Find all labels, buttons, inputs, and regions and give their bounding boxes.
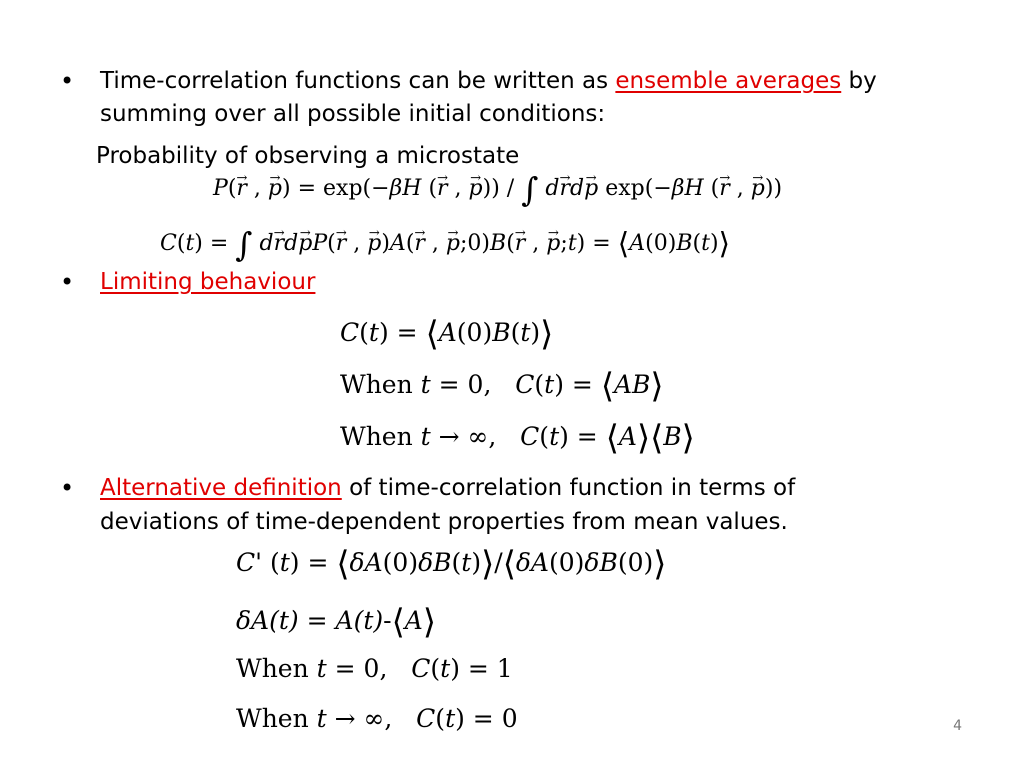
bullet-1-text [100,65,980,97]
alternative-definition-link[interactable]: Alternative definition [100,475,342,501]
equation-limit-2: When t = 0, C(t) = ⟨AB⟩ [340,366,664,405]
equation-correlation-ensemble: C(t) = ∫ d→ rd→ pP(→ r , → p)A(→ r , → p;0)B(→ r , → p;t) = ⟨A(0)B(t)⟩ [160,225,730,264]
bullet-dot: • [60,67,75,95]
ensemble-averages-link[interactable]: ensemble averages [615,68,842,94]
page-number: 4 [953,718,962,734]
equation-normalized-limit-2: When t → ∞, C(t) = 0 [236,704,518,733]
equation-limit-1: C(t) = ⟨A(0)B(t)⟩ [340,314,554,353]
when-word: When [340,369,413,399]
bullet-3-line2: deviations of time-dependent properties from mean values. [100,509,788,535]
when-word: When [236,704,309,733]
bullet-dot: • [60,268,75,296]
equation-deviation: δA(t) = A(t)-⟨A⟩ [236,602,436,641]
bullet-1-by: by [841,68,877,94]
bullet-3-text [100,472,980,504]
equation-normalized-limit-1: When t = 0, C(t) = 1 [236,654,513,683]
equation-limit-3: When t → ∞, C(t) = ⟨A⟩⟨B⟩ [340,418,695,457]
bullet-3-rest: of time-correlation function in terms of [341,475,796,501]
when-word: When [340,421,413,451]
limiting-behaviour-link[interactable]: Limiting behaviour [100,269,316,295]
bullet-1-intro: Time-correlation functions can be written as [100,68,616,94]
when-word: When [236,654,309,683]
bullet-2-text [100,266,315,298]
bullet-1-line2: summing over all possible initial conditions: [100,101,606,127]
equation-probability: P(→ r , → p) = exp(−βH (→ r , → p)) / ∫ d→ rd→ p exp(−βH (→ r , → p)) [213,170,782,209]
probability-label: Probability of observing a microstate [96,143,520,169]
bullet-dot: • [60,474,75,502]
equation-normalized-correlation: C' (t) = ⟨δA(0)δB(t)⟩/⟨δA(0)δB(0)⟩ [236,544,667,583]
